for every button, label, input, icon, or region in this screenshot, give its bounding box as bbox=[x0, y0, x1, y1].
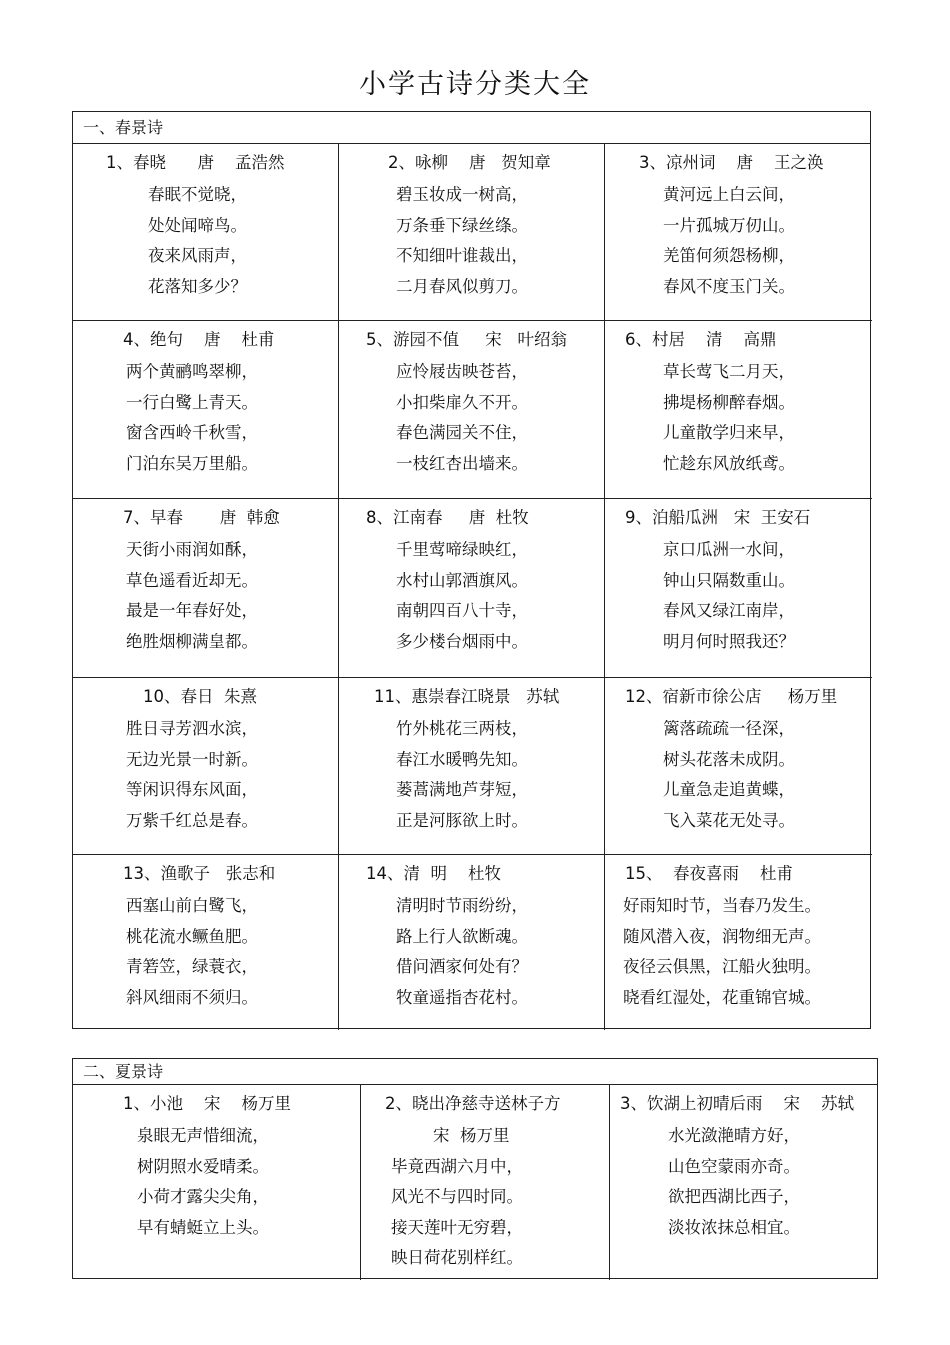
section-header: 一、春景诗 bbox=[73, 112, 870, 144]
poem-line: 万紫千红总是春。 bbox=[126, 810, 258, 830]
poem-line: 映日荷花别样红。 bbox=[391, 1248, 523, 1267]
poem-lines bbox=[148, 180, 247, 302]
poem-line: 夜径云俱黑，江船火独明。 bbox=[623, 957, 821, 976]
poem-line: 树头花落未成阴。 bbox=[663, 749, 795, 769]
poem-title: 13、渔歌子 张志和 bbox=[123, 864, 276, 883]
poem-line: 篱落疏疏一径深， bbox=[663, 719, 795, 738]
section-summer-poems bbox=[72, 1058, 878, 1279]
poem-line: 夜来风雨声， bbox=[148, 246, 247, 265]
poem-line: 欲把西湖比西子， bbox=[668, 1187, 800, 1206]
poem-line: 最是一年春好处， bbox=[126, 601, 258, 620]
poem-lines bbox=[126, 535, 258, 657]
poem-lines bbox=[137, 1121, 269, 1243]
poem-line: 无边光景一时新。 bbox=[126, 749, 258, 769]
poem-line: 胜日寻芳泗水滨， bbox=[126, 719, 258, 738]
poem-line: 牧童遥指杏花村。 bbox=[396, 987, 528, 1007]
poem-line: 两个黄鹂鸣翠柳， bbox=[126, 362, 258, 381]
poem-lines bbox=[623, 891, 821, 1013]
poem-line: 碧玉妆成一树高， bbox=[396, 185, 528, 204]
poem-line: 竹外桃花三两枝， bbox=[396, 719, 528, 738]
poem-line: 青箬笠，绿蓑衣， bbox=[126, 957, 258, 976]
poem-line: 春风又绿江南岸， bbox=[663, 601, 795, 620]
poem-line: 处处闻啼鸟。 bbox=[148, 215, 247, 235]
poem-cell bbox=[73, 1085, 361, 1280]
poem-title: 1、春晓 唐 孟浩然 bbox=[106, 153, 285, 172]
poem-line: 儿童急走追黄蝶， bbox=[663, 780, 795, 799]
poem-lines bbox=[663, 714, 795, 836]
poem-line: 水光潋滟晴方好， bbox=[668, 1126, 800, 1145]
poem-title: 15、 春夜喜雨 杜甫 bbox=[625, 864, 793, 883]
poem-cell bbox=[73, 855, 339, 1030]
poem-line: 春江水暖鸭先知。 bbox=[396, 749, 528, 769]
poem-lines bbox=[126, 891, 258, 1013]
poem-line: 花落知多少？ bbox=[148, 276, 247, 296]
poem-line: 斜风细雨不须归。 bbox=[126, 987, 258, 1007]
poem-line: 一枝红杏出墙来。 bbox=[396, 453, 528, 473]
poem-line: 黄河远上白云间， bbox=[663, 185, 795, 204]
poem-title: 6、村居 清 高鼎 bbox=[625, 330, 777, 349]
poem-line: 淡妆浓抹总相宜。 bbox=[668, 1217, 800, 1237]
poem-lines bbox=[396, 714, 528, 836]
poem-cell bbox=[339, 499, 605, 678]
poem-line: 风光不与四时同。 bbox=[391, 1187, 523, 1206]
poem-title: 7、早春 唐 韩愈 bbox=[123, 508, 280, 527]
poem-line: 飞入菜花无处寻。 bbox=[663, 810, 795, 830]
poem-cell bbox=[605, 321, 872, 499]
poem-cell bbox=[73, 321, 339, 499]
poem-line: 草色遥看近却无。 bbox=[126, 570, 258, 590]
poem-line: 千里莺啼绿映红， bbox=[396, 540, 528, 559]
poem-line: 正是河豚欲上时。 bbox=[396, 810, 528, 830]
poem-title: 8、江南春 唐 杜牧 bbox=[366, 508, 529, 527]
poem-cell bbox=[339, 855, 605, 1030]
poem-cell bbox=[73, 678, 339, 855]
poem-title: 3、饮湖上初晴后雨 宋 苏轼 bbox=[620, 1094, 854, 1113]
poem-cell bbox=[605, 499, 872, 678]
poem-lines bbox=[663, 535, 795, 657]
section-spring-poems bbox=[72, 111, 871, 1029]
poem-line: 一行白鹭上青天。 bbox=[126, 392, 258, 412]
poem-lines bbox=[126, 357, 258, 479]
poem-line: 窗含西岭千秋雪， bbox=[126, 423, 258, 442]
poem-line: 西塞山前白鹭飞， bbox=[126, 896, 258, 915]
poem-lines bbox=[668, 1121, 800, 1243]
poem-line: 山色空蒙雨亦奇。 bbox=[668, 1156, 800, 1176]
poem-lines bbox=[396, 357, 528, 479]
poem-line: 接天莲叶无穷碧， bbox=[391, 1217, 523, 1237]
poem-title: 5、游园不值 宋 叶绍翁 bbox=[366, 330, 567, 349]
poem-lines bbox=[663, 357, 795, 479]
poem-cell bbox=[605, 678, 872, 855]
poem-cell bbox=[361, 1085, 610, 1280]
poem-title: 2、咏柳 唐 贺知章 bbox=[388, 153, 551, 172]
poem-line: 清明时节雨纷纷， bbox=[396, 896, 528, 915]
poem-title: 14、清 明 杜牧 bbox=[366, 864, 501, 883]
poem-title: 3、凉州词 唐 王之涣 bbox=[639, 153, 824, 172]
poem-line: 水村山郭酒旗风。 bbox=[396, 570, 528, 590]
poem-line: 借问酒家何处有？ bbox=[396, 957, 528, 976]
poem-line: 二月春风似剪刀。 bbox=[396, 276, 528, 296]
poem-cell bbox=[339, 678, 605, 855]
poem-line: 拂堤杨柳醉春烟。 bbox=[663, 392, 795, 412]
poem-cell bbox=[73, 144, 339, 321]
poem-line: 毕竟西湖六月中， bbox=[391, 1156, 523, 1176]
page-title: 小学古诗分类大全 bbox=[359, 69, 591, 100]
poem-lines bbox=[396, 891, 528, 1013]
poem-line: 万条垂下绿丝绦。 bbox=[396, 215, 528, 235]
poem-line: 小扣柴扉久不开。 bbox=[396, 392, 528, 412]
section-header: 二、夏景诗 bbox=[73, 1059, 877, 1085]
poem-line: 草长莺飞二月天， bbox=[663, 362, 795, 381]
poem-title: 12、宿新市徐公店 杨万里 bbox=[625, 687, 838, 706]
poem-line: 蒌蒿满地芦芽短， bbox=[396, 780, 528, 799]
poem-title: 10、春日 朱熹 bbox=[143, 687, 257, 706]
poem-line: 门泊东吴万里船。 bbox=[126, 453, 258, 473]
poem-lines bbox=[396, 180, 528, 302]
poem-line: 不知细叶谁裁出， bbox=[396, 246, 528, 265]
poem-line: 明月何时照我还？ bbox=[663, 631, 795, 651]
poem-title: 2、晓出净慈寺送林子方 bbox=[385, 1094, 561, 1113]
poem-line: 羌笛何须怨杨柳， bbox=[663, 246, 795, 265]
poem-line: 多少楼台烟雨中。 bbox=[396, 631, 528, 651]
poem-line: 早有蜻蜓立上头。 bbox=[137, 1217, 269, 1237]
poem-lines bbox=[663, 180, 795, 302]
poem-line: 桃花流水鳜鱼肥。 bbox=[126, 926, 258, 946]
poem-lines bbox=[396, 535, 528, 657]
poem-cell bbox=[610, 1085, 879, 1280]
poem-line: 路上行人欲断魂。 bbox=[396, 926, 528, 946]
poem-line: 小荷才露尖尖角， bbox=[137, 1187, 269, 1206]
poem-line: 南朝四百八十寺， bbox=[396, 601, 528, 620]
poem-cell bbox=[339, 321, 605, 499]
poem-line: 应怜屐齿映苍苔， bbox=[396, 362, 528, 381]
poem-line: 绝胜烟柳满皇都。 bbox=[126, 631, 258, 651]
poem-line: 春色满园关不住， bbox=[396, 423, 528, 442]
poem-line: 京口瓜洲一水间， bbox=[663, 540, 795, 559]
poem-cell bbox=[73, 499, 339, 678]
poem-lines bbox=[126, 714, 258, 836]
poem-line: 春眠不觉晓， bbox=[148, 185, 247, 204]
poem-line: 天街小雨润如酥， bbox=[126, 540, 258, 559]
poem-line: 等闲识得东风面， bbox=[126, 780, 258, 799]
poem-cell bbox=[339, 144, 605, 321]
poem-line: 树阴照水爱晴柔。 bbox=[137, 1156, 269, 1176]
poem-line: 春风不度玉门关。 bbox=[663, 276, 795, 296]
poem-cell bbox=[605, 855, 872, 1030]
poem-title: 1、小池 宋 杨万里 bbox=[123, 1094, 291, 1113]
poem-title: 11、惠崇春江晓景 苏轼 bbox=[374, 687, 560, 706]
poem-line: 晓看红湿处，花重锦官城。 bbox=[623, 987, 821, 1007]
poem-line: 好雨知时节，当春乃发生。 bbox=[623, 896, 821, 915]
poem-cell bbox=[605, 144, 872, 321]
poem-title: 4、绝句 唐 杜甫 bbox=[123, 330, 275, 349]
poem-line: 儿童散学归来早， bbox=[663, 423, 795, 442]
poem-lines bbox=[391, 1121, 523, 1274]
poem-line: 随风潜入夜，润物细无声。 bbox=[623, 926, 821, 946]
poem-line: 泉眼无声惜细流， bbox=[137, 1126, 269, 1145]
poem-line: 一片孤城万仞山。 bbox=[663, 215, 795, 235]
poem-title: 9、泊船瓜洲 宋 王安石 bbox=[625, 508, 811, 527]
poem-line: 钟山只隔数重山。 bbox=[663, 570, 795, 590]
poem-line: 宋 杨万里 bbox=[391, 1126, 510, 1145]
poem-line: 忙趁东风放纸鸢。 bbox=[663, 453, 795, 473]
